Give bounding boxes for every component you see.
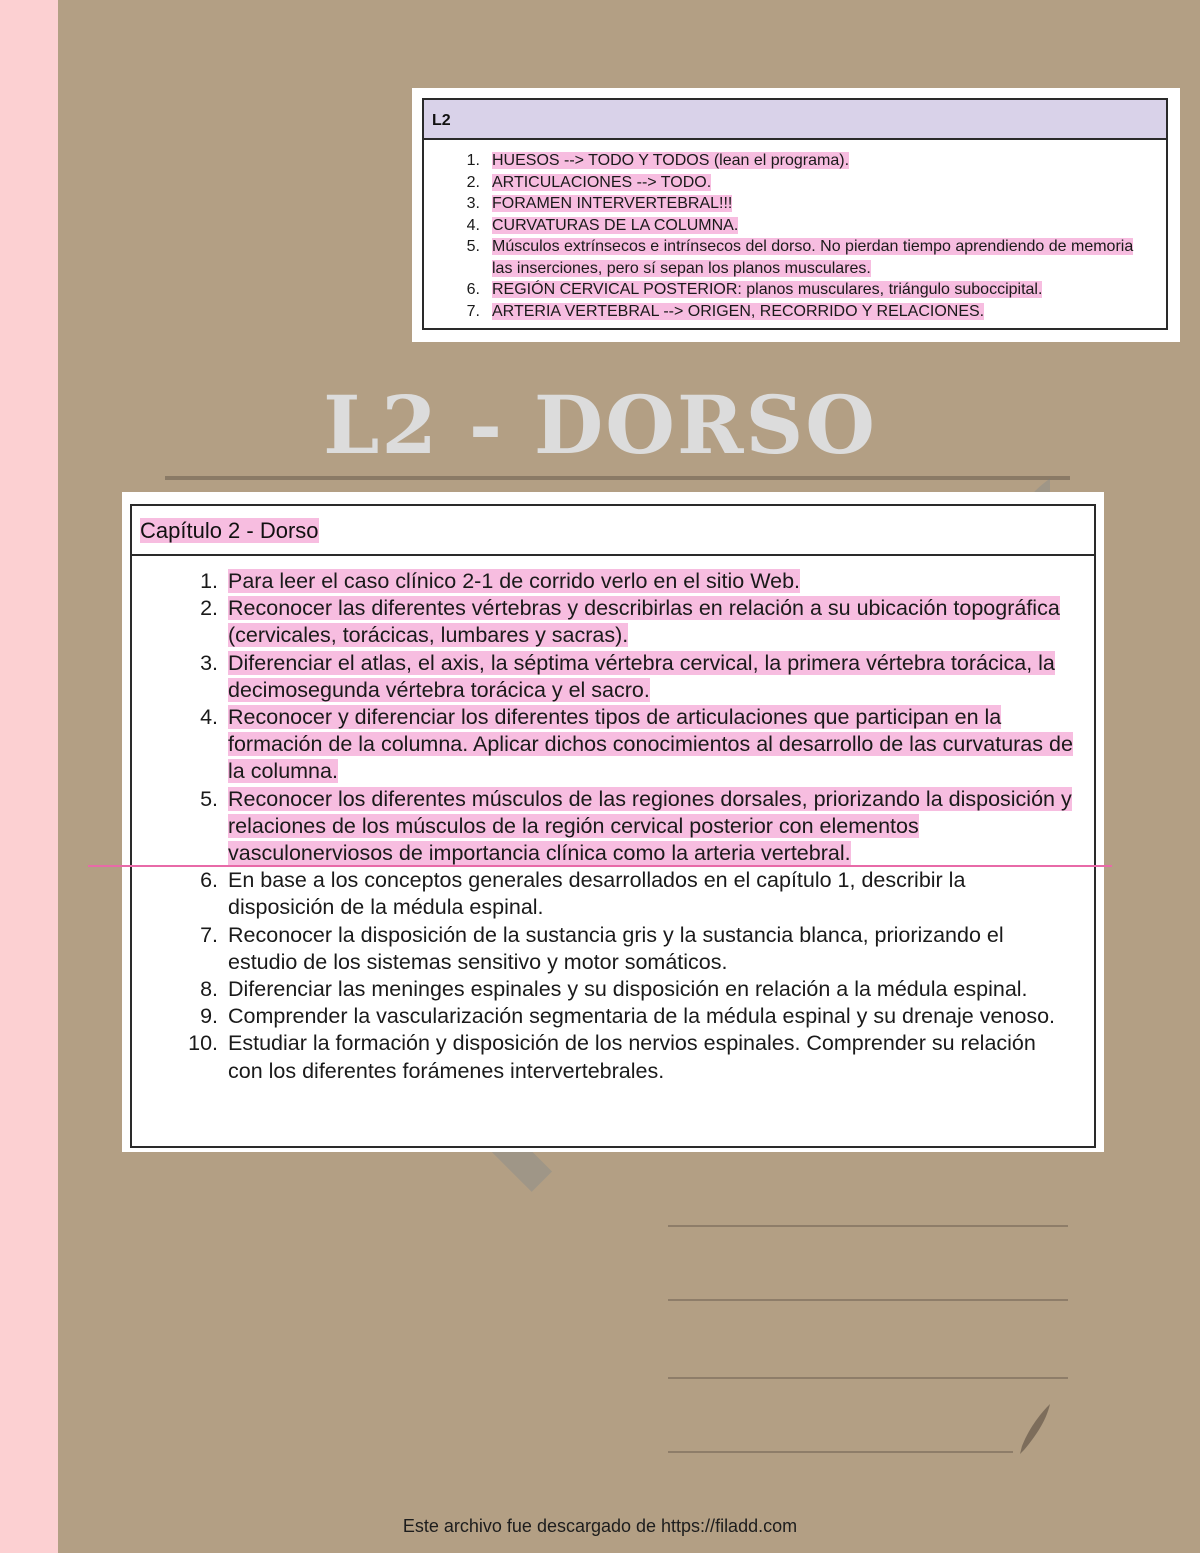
chapter-objective-item-text [228, 922, 1074, 976]
chapter-objective-item-text-content: Comprender la vascularización segmentaria de la médula espinal y su drenaje venoso. [228, 1004, 1056, 1029]
top-objective-item-number: 7. [466, 302, 480, 320]
top-objective-item-text [492, 215, 738, 237]
chapter-objectives-list [132, 556, 1094, 1085]
top-objective-item [450, 172, 1156, 194]
top-objective-item-text-content: ARTERIA VERTEBRAL --> ORIGEN, RECORRIDO Y RELACIONES. [492, 302, 985, 320]
chapter-objective-item [170, 704, 1074, 786]
writing-line [668, 1377, 1068, 1379]
chapter-objective-item-number: 6. [200, 868, 218, 893]
writing-line [668, 1299, 1068, 1301]
writing-line [668, 1225, 1068, 1227]
top-objective-item-text-content: Músculos extrínsecos e intrínsecos del dorso. No pierdan tiempo aprendiendo de memoria las inserciones, pero sí sepan los planos musculares. [492, 238, 1134, 277]
chapter-objective-item-text-content: Diferenciar el atlas, el axis, la séptima vértebra cervical, la primera vértebra torácica, la decimosegunda vértebra torácica y el sacro. [228, 650, 1055, 702]
chapter-header [132, 506, 1094, 556]
top-objective-item-text-content: HUESOS --> TODO Y TODOS (lean el programa). [492, 152, 850, 169]
chapter-objective-item-number: 8. [200, 977, 218, 1002]
chapter-objectives-table [130, 504, 1096, 1148]
chapter-objective-item-number: 10. [188, 1031, 218, 1056]
download-footer: Este archivo fue descargado de https://filadd.com [402, 1516, 798, 1536]
chapter-objective-item [170, 1003, 1074, 1030]
top-objective-item-text [492, 301, 984, 323]
top-objective-item [450, 301, 1156, 323]
chapter-objective-item-text-content: Reconocer la disposición de la sustancia gris y la sustancia blanca, priorizando el estudio de los sistemas sensitivo y motor somáticos. [228, 922, 1004, 974]
chapter-objective-item-number: 4. [200, 705, 218, 730]
top-objective-item-text [492, 172, 711, 194]
top-objective-item-text [492, 193, 732, 215]
chapter-objective-item-text-content: Reconocer las diferentes vértebras y describirlas en relación a su ubicación topográfica (cervicales, torácicas, lumbares y sacras). [228, 596, 1060, 648]
chapter-objective-item-text-content: En base a los conceptos generales desarrollados en el capítulo 1, describir la disposición de la médula espinal. [228, 868, 966, 920]
top-objective-item-number: 2. [466, 173, 480, 191]
chapter-objective-item [170, 595, 1074, 649]
chapter-objective-item-text-content: Reconocer y diferenciar los diferentes tipos de articulaciones que participan en la formación de la columna. Aplicar dichos conocimientos al desarrollo de las curvaturas de la columna. [228, 705, 1073, 784]
top-objective-item-text [492, 236, 1156, 279]
top-objective-item [450, 150, 1156, 172]
chapter-objective-item-text-content: Reconocer los diferentes músculos de las regiones dorsales, priorizando la disposición y relaciones de los músculos de la región cervical posterior con elementos vasculonerviosos de importancia clínica como la arteria vertebral. [228, 786, 1072, 866]
top-objective-item-text [492, 279, 1042, 301]
chapter-objective-item-text [228, 867, 1074, 921]
chapter-objective-item-text [228, 704, 1074, 786]
chapter-objective-item [170, 568, 1074, 595]
top-objectives-card [412, 88, 1180, 342]
chapter-objective-item-text [228, 976, 1028, 1003]
top-objective-item [450, 215, 1156, 237]
chapter-header-text: Capítulo 2 - Dorso [140, 518, 319, 543]
top-objective-item-text [492, 150, 849, 172]
chapter-objective-item [170, 786, 1074, 868]
chapter-objectives-card [122, 492, 1104, 1152]
chapter-objective-item [170, 922, 1074, 976]
top-objective-item-text-content: FORAMEN INTERVERTEBRAL!!! [492, 195, 733, 212]
chapter-objective-item-number: 3. [200, 650, 218, 675]
feather-pen-icon [1014, 1402, 1054, 1458]
top-objectives-table [422, 98, 1168, 330]
top-objective-item [450, 279, 1156, 301]
chapter-objective-item-number: 2. [200, 596, 218, 621]
chapter-objective-item [170, 867, 1074, 921]
top-objective-item-number: 1. [466, 152, 480, 169]
top-objective-item-text-content: REGIÓN CERVICAL POSTERIOR: planos musculares, triángulo suboccipital. [492, 281, 1043, 298]
writing-line [668, 1451, 1013, 1453]
chapter-objective-item-text [228, 595, 1074, 649]
title-divider [165, 476, 1070, 480]
top-objective-item [450, 193, 1156, 215]
chapter-objective-item-text [228, 568, 800, 595]
top-objective-item-number: 4. [466, 216, 480, 234]
top-objective-item-number: 5. [466, 238, 480, 255]
top-objective-item-number: 3. [466, 195, 480, 212]
top-table-header: L2 [424, 100, 1166, 140]
chapter-objective-item-number: 5. [200, 786, 218, 811]
top-objective-item-text-content: ARTICULACIONES --> TODO. [492, 173, 712, 191]
chapter-objective-item-text-content: Estudiar la formación y disposición de los nervios espinales. Comprender su relación con los diferentes forámenes intervertebrales. [228, 1031, 1036, 1083]
chapter-objective-item-text [228, 650, 1074, 704]
top-objective-item [450, 236, 1156, 279]
chapter-objective-item [170, 650, 1074, 704]
chapter-objective-item-text [228, 1030, 1074, 1084]
pink-divider-line [88, 865, 1112, 867]
chapter-objective-item-number: 9. [200, 1004, 218, 1029]
left-pink-strip [0, 0, 58, 1553]
chapter-objective-item-text [228, 786, 1074, 868]
chapter-objective-item-text [228, 1003, 1055, 1030]
chapter-objective-item [170, 976, 1074, 1003]
section-title: L2 - DORSO [323, 378, 877, 472]
top-objectives-list [424, 140, 1166, 322]
top-objective-item-text-content: CURVATURAS DE LA COLUMNA. [492, 216, 739, 234]
top-objective-item-number: 6. [466, 281, 480, 298]
chapter-objective-item [170, 1030, 1074, 1084]
chapter-objective-item-number: 7. [200, 922, 218, 947]
chapter-objective-item-number: 1. [200, 569, 218, 593]
chapter-objective-item-text-content: Para leer el caso clínico 2-1 de corrido verlo en el sitio Web. [228, 569, 801, 593]
chapter-objective-item-text-content: Diferenciar las meninges espinales y su disposición en relación a la médula espinal. [228, 977, 1028, 1002]
